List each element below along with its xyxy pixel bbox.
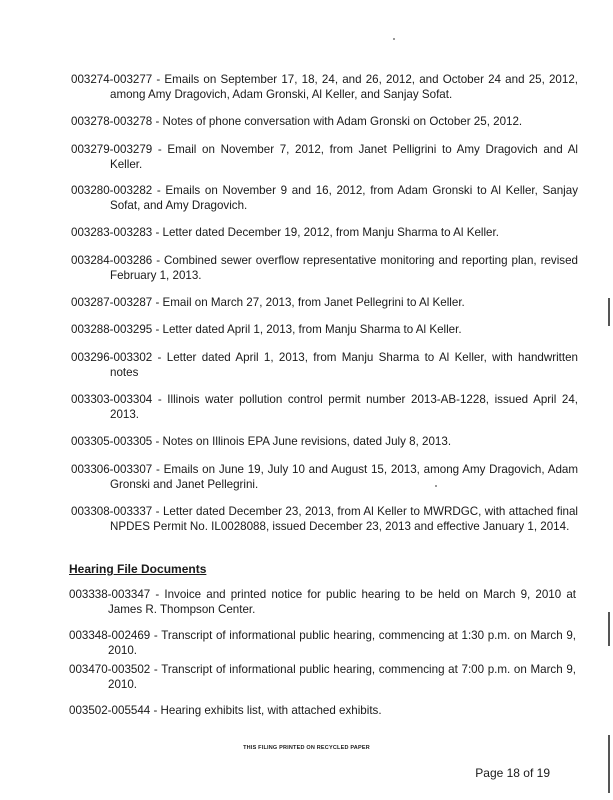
scan-edge-mark (608, 735, 610, 793)
list-item: 003280-003282 - Emails on November 9 and 16, 2012, from Adam Gronski to Al Keller, Sanjay Sofat, and Amy Dragovich. (71, 184, 578, 212)
list-item: 003348-002469 - Transcript of informational public hearing, commencing at 1:30 p.m. on March 9, 2010. (69, 629, 576, 657)
list-item: 003278-003278 - Notes of phone conversation with Adam Gronski on October 25, 2012. (71, 115, 523, 128)
scan-edge-mark (608, 612, 610, 646)
list-item: 003305-003305 - Notes on Illinois EPA June revisions, dated July 8, 2013. (71, 435, 452, 448)
scan-edge-mark (608, 298, 610, 326)
section-heading: Hearing File Documents (69, 562, 207, 576)
list-item: 003338-003347 - Invoice and printed notice for public hearing to be held on March 9, 2010 at James R. Thompson Center. (69, 588, 576, 616)
recycled-paper-note: THIS FILING PRINTED ON RECYCLED PAPER (243, 745, 370, 751)
list-item: 003284-003286 - Combined sewer overflow representative monitoring and reporting plan, revised February 1, 2013. (71, 254, 578, 282)
list-item: 003306-003307 - Emails on June 19, July 10 and August 15, 2013, among Amy Dragovich, Adam Gronski and Janet Pellegrini. (71, 463, 578, 491)
list-item: 003470-003502 - Transcript of informational public hearing, commencing at 7:00 p.m. on March 9, 2010. (69, 663, 576, 691)
list-item: 003296-003302 - Letter dated April 1, 2013, from Manju Sharma to Al Keller, with handwritten notes (71, 351, 578, 379)
list-item: 003279-003279 - Email on November 7, 2012, from Janet Pelligrini to Amy Dragovich and Al Keller. (71, 143, 578, 171)
list-item: 003502-005544 - Hearing exhibits list, with attached exhibits. (69, 704, 382, 717)
list-item: 003283-003283 - Letter dated December 19, 2012, from Manju Sharma to Al Keller. (71, 226, 499, 239)
list-item: 003287-003287 - Email on March 27, 2013, from Janet Pellegrini to Al Keller. (71, 296, 465, 309)
list-item: 003274-003277 - Emails on September 17, 18, 24, and 26, 2012, and October 24 and 25, 2012, among Amy Dragovich, Adam Gronski, Al Keller, and Sanjay Sofat. (71, 73, 578, 101)
scan-speck (435, 485, 437, 487)
list-item: 003303-003304 - Illinois water pollution control permit number 2013-AB-1228, issued April 24, 2013. (71, 393, 578, 421)
page-number: Page 18 of 19 (475, 766, 550, 780)
list-item: 003308-003337 - Letter dated December 23, 2013, from Al Keller to MWRDGC, with attached final NPDES Permit No. IL0028088, issued December 23, 2013 and effective January 1, 2014. (71, 505, 578, 533)
scan-speck (393, 38, 395, 40)
list-item: 003288-003295 - Letter dated April 1, 2013, from Manju Sharma to Al Keller. (71, 323, 462, 336)
